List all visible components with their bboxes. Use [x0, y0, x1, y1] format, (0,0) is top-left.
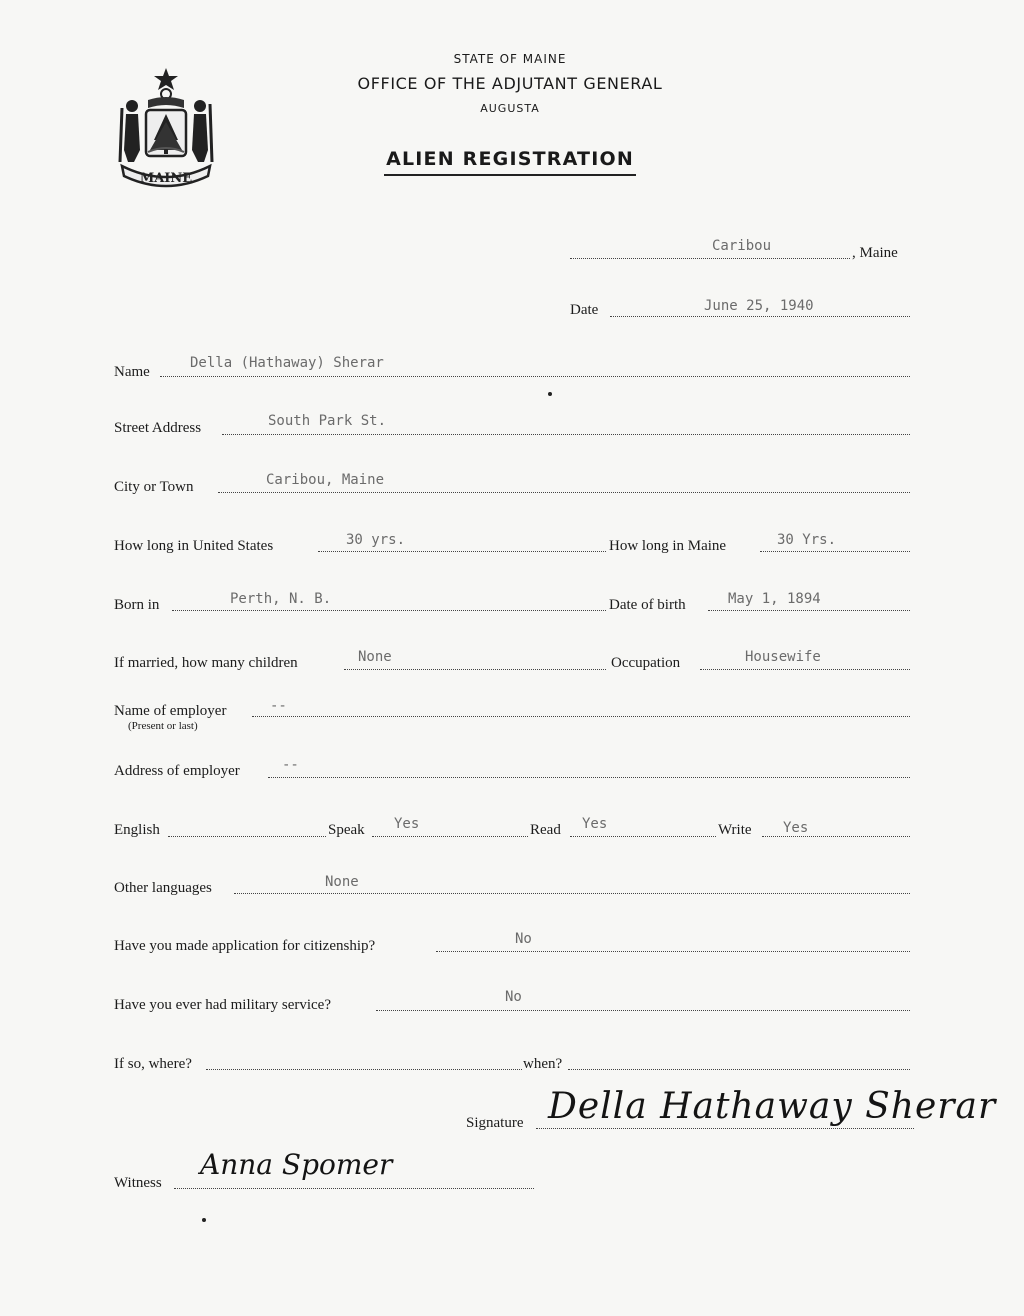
- occupation-label: Occupation: [611, 655, 681, 671]
- signature-value: Della Hathaway Sherar: [548, 1086, 997, 1127]
- header-office: OFFICE OF THE ADJUTANT GENERAL: [357, 74, 663, 93]
- witness-line: [174, 1188, 534, 1189]
- header-city: AUGUSTA: [480, 102, 540, 115]
- birth-date-line: [708, 610, 910, 611]
- citizenship-line: [436, 951, 910, 952]
- born-in-value: Perth, N. B.: [230, 591, 332, 607]
- signature-label: Signature: [466, 1115, 524, 1131]
- write-line: [762, 836, 910, 837]
- ink-speck: [548, 392, 552, 396]
- children-line: [344, 669, 606, 670]
- occupation-value: Housewife: [745, 649, 821, 665]
- maine-duration-label: How long in Maine: [609, 538, 727, 554]
- maine-state-seal-icon: [112, 64, 220, 194]
- english-line: [168, 836, 326, 837]
- date-value: June 25, 1940: [704, 298, 814, 314]
- other-languages-label: Other languages: [114, 880, 212, 896]
- maine-duration-value: 30 Yrs.: [777, 532, 837, 548]
- speak-line: [372, 836, 528, 837]
- write-value: Yes: [783, 820, 809, 836]
- city-label: City or Town: [114, 479, 194, 495]
- when-line: [568, 1069, 910, 1070]
- us-duration-value: 30 yrs.: [346, 532, 406, 548]
- employer-label: Name of employer: [114, 703, 227, 719]
- seal-maine-text: MAINE: [139, 171, 193, 186]
- birth-date-label: Date of birth: [609, 597, 686, 613]
- place-line: [570, 258, 850, 259]
- when-label: when?: [523, 1056, 563, 1072]
- born-in-label: Born in: [114, 597, 160, 613]
- employer-address-value: --: [282, 757, 299, 773]
- witness-label: Witness: [114, 1175, 162, 1191]
- maine-duration-line: [760, 551, 910, 552]
- citizenship-label: Have you made application for citizenship?: [114, 938, 376, 954]
- date-line: [610, 316, 910, 317]
- speak-value: Yes: [394, 816, 420, 832]
- military-line: [376, 1010, 910, 1011]
- employer-address-line: [268, 777, 910, 778]
- name-line: [160, 376, 910, 377]
- citizenship-value: No: [515, 931, 532, 947]
- birth-date-value: May 1, 1894: [728, 591, 821, 607]
- english-label: English: [114, 822, 160, 838]
- military-label: Have you ever had military service?: [114, 997, 331, 1013]
- speak-label: Speak: [328, 822, 365, 838]
- street-value: South Park St.: [268, 413, 387, 429]
- signature-line: [536, 1128, 914, 1129]
- witness-value: Anna Spomer: [200, 1148, 393, 1181]
- name-label: Name: [114, 364, 150, 380]
- where-label: If so, where?: [114, 1056, 192, 1072]
- children-label: If married, how many children: [114, 655, 298, 671]
- employer-sublabel: (Present or last): [128, 720, 198, 732]
- other-languages-value: None: [325, 874, 359, 890]
- children-value: None: [358, 649, 392, 665]
- write-label: Write: [718, 822, 752, 838]
- street-line: [222, 434, 910, 435]
- city-line: [218, 492, 910, 493]
- city-value: Caribou, Maine: [266, 472, 385, 488]
- read-line: [570, 836, 716, 837]
- date-label: Date: [570, 302, 599, 318]
- street-label: Street Address: [114, 420, 202, 436]
- us-duration-line: [318, 551, 606, 552]
- us-duration-label: How long in United States: [114, 538, 274, 554]
- born-in-line: [172, 610, 606, 611]
- form-title: ALIEN REGISTRATION: [300, 148, 720, 170]
- read-value: Yes: [582, 816, 608, 832]
- occupation-line: [700, 669, 910, 670]
- ink-speck: [202, 1218, 206, 1222]
- header-state: STATE OF MAINE: [453, 52, 567, 66]
- employer-value: --: [270, 698, 287, 714]
- where-line: [206, 1069, 522, 1070]
- place-value: Caribou: [712, 238, 772, 254]
- read-label: Read: [530, 822, 561, 838]
- other-languages-line: [234, 893, 910, 894]
- place-suffix: , Maine: [852, 245, 898, 261]
- employer-line: [252, 716, 910, 717]
- employer-address-label: Address of employer: [114, 763, 240, 779]
- military-value: No: [505, 989, 522, 1005]
- name-value: Della (Hathaway) Sherar: [190, 355, 384, 371]
